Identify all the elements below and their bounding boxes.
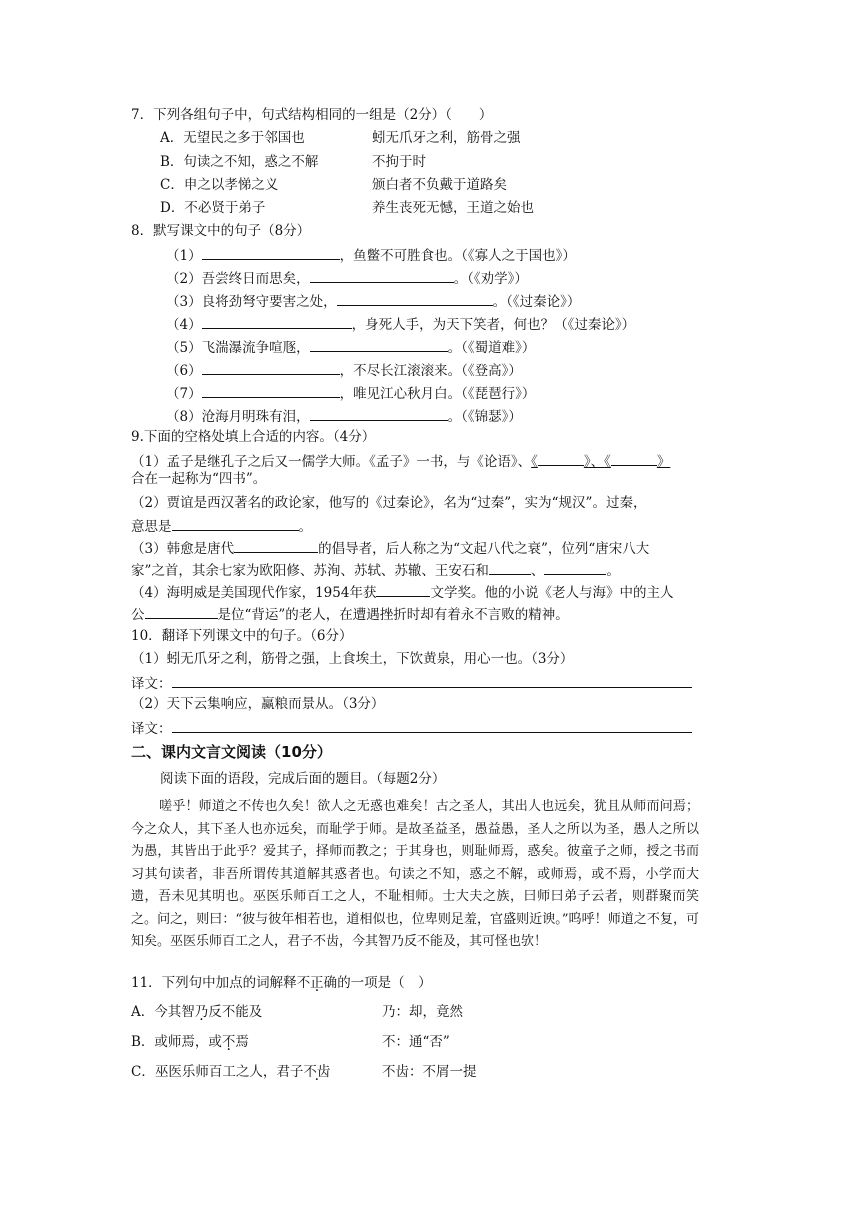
- q7-option-a: A．无望民之多于邻国也: [160, 130, 305, 146]
- q11-option-a-explain: 乃：却，竟然: [382, 1004, 463, 1020]
- q7-option-b: B．句读之不知，惑之不解: [160, 154, 319, 170]
- blank[interactable]: [145, 603, 218, 619]
- q11-option-b-explain: 不：通“否”: [382, 1034, 450, 1050]
- q8-item-7: （7） ，唯见江心秋月白。（《琵琶行》）: [166, 382, 535, 404]
- q11-option-a: A．今其智乃反不能及: [131, 1004, 263, 1020]
- q7-stem: 7．下列各组句子中，句式结构相同的一组是（2分）（ ）: [131, 107, 493, 123]
- q9-part-3-cont: 家”之首，其余七家为欧阳修、苏洵、苏轼、苏辙、王安石和 、 。: [131, 559, 620, 581]
- blank[interactable]: [172, 515, 299, 531]
- q7-option-c-b: 颁白者不负戴于道路矣: [372, 177, 507, 193]
- blank[interactable]: [310, 267, 454, 283]
- blank[interactable]: [538, 450, 584, 466]
- q9-part-4-cont: 公 是位“背运”的老人，在遭遇挫折时却有着永不言败的精神。: [131, 603, 569, 625]
- q10-sentence-2: （2）天下云集响应，赢粮而景从。（3分）: [131, 696, 385, 712]
- q8-stem: 8．默写课文中的句子（8分）: [131, 223, 311, 239]
- q7-option-c: C．申之以孝悌之义: [160, 177, 279, 193]
- q11-stem: 11．下列句中加点的词解释不正确的一项是（ ）: [131, 975, 432, 991]
- q9-stem: 9.下面的空格处填上合适的内容。（4分）: [131, 429, 376, 445]
- blank[interactable]: [202, 359, 340, 375]
- q11-option-c: C．巫医乐师百工之人，君子不齿: [131, 1064, 331, 1080]
- blank[interactable]: [310, 405, 448, 421]
- classical-passage: 嗟乎！师道之不传也久矣！欲人之无惑也难矣！古之圣人，其出人也远矣，犹且从师而问焉；今之众人，其下圣人也亦远矣，而耻学于师。是故圣益圣，愚益愚，圣人之所以为圣，愚人之所以为愚，其皆出于此乎？爱其子，择师而教之；于其身也，则耻师焉，惑矣。彼童子之师，授之书而习其句读者，非吾所谓传其道解其惑者也。句读之不知，惑之不解，或师焉，或不焉，小学而大遗，吾未见其明也。巫医乐师百工之人，不耻相师。士大夫之族，曰师曰弟子云者，则群聚而笑之。问之，则曰：“彼与彼年相若也，道相似也，位卑则足羞，官盛则近谀。”呜呼！师道之不复，可知矣。巫医乐师百工之人，君子不齿，今其智乃反不能及，其可怪也欤！: [131, 799, 699, 949]
- q8-item-6: （6） ，不尽长江滚滚来。（《登高》）: [166, 359, 522, 381]
- blank[interactable]: [202, 382, 340, 398]
- q7-option-b-b: 不拘于时: [372, 154, 426, 170]
- q11-option-b: B．或师焉，或不焉: [131, 1034, 249, 1050]
- q9-part-3: （3）韩愈是唐代 的倡导者，后人称之为“文起八代之衰”，位列“唐宋八大: [131, 537, 649, 559]
- q11-option-c-explain: 不齿：不屑一提: [382, 1064, 477, 1080]
- q10-stem: 10．翻译下列课文中的句子。（6分）: [131, 628, 353, 644]
- blank[interactable]: [489, 559, 531, 575]
- section-2-intro: 阅读下面的语段，完成后面的题目。（每题2分）: [160, 771, 446, 787]
- q8-item-5: （5）飞湍瀑流争喧豗， 。（《蜀道难》）: [166, 336, 535, 358]
- q8-item-1: （1） ，鱼鳖不可胜食也。（《寡人之于国也》）: [166, 244, 576, 266]
- q9-part-1: （1）孟子是继孔子之后又一儒学大师。《孟子》一书，与《论语》、《 》、《 》: [131, 450, 670, 472]
- blank[interactable]: [310, 336, 448, 352]
- q8-item-8: （8）沧海月明珠有泪， 。（《锦瑟》）: [166, 405, 522, 427]
- answer-line[interactable]: [172, 717, 692, 733]
- q8-item-3: （3）良将劲弩守要害之处， 。（《过秦论》）: [166, 290, 580, 312]
- q7-option-d: D．不必贤于弟子: [160, 200, 266, 216]
- q9-part-2-cont: 意思是 。: [131, 515, 312, 537]
- q8-item-2: （2）吾尝终日而思矣， 。（《劝学》）: [166, 267, 528, 289]
- q7-option-d-b: 养生丧死无憾，王道之始也: [372, 200, 534, 216]
- q7-option-a-b: 蚓无爪牙之利，筋骨之强: [372, 130, 521, 146]
- section-2-title: 二、课内文言文阅读（10分）: [131, 743, 332, 761]
- q9-part-2: （2）贾谊是西汉著名的政论家，他写的《过秦论》，名为“过秦”，实为“规汉”。过秦，: [131, 495, 647, 511]
- answer-line[interactable]: [172, 672, 692, 688]
- q10-sentence-1: （1）蚓无爪牙之利，筋骨之强，上食埃土，下饮黄泉，用心一也。（3分）: [131, 651, 574, 667]
- blank[interactable]: [234, 537, 318, 553]
- q10-answer-1: 译文：: [131, 672, 692, 694]
- emphasis: 不正确: [296, 975, 338, 991]
- blank[interactable]: [337, 290, 493, 306]
- blank[interactable]: [202, 313, 352, 329]
- q8-item-4: （4） ，身死人手，为天下笑者，何也？（《过秦论》）: [166, 313, 635, 335]
- blank[interactable]: [544, 559, 606, 575]
- q10-answer-2: 译文：: [131, 717, 692, 739]
- blank[interactable]: [611, 450, 657, 466]
- q9-part-1-cont: 合在一起称为“四书”。: [131, 471, 267, 487]
- q9-part-4: （4）海明威是美国现代作家，1954年获 文学奖。他的小说《老人与海》中的主人: [131, 581, 673, 603]
- blank[interactable]: [202, 244, 340, 260]
- blank[interactable]: [376, 581, 430, 597]
